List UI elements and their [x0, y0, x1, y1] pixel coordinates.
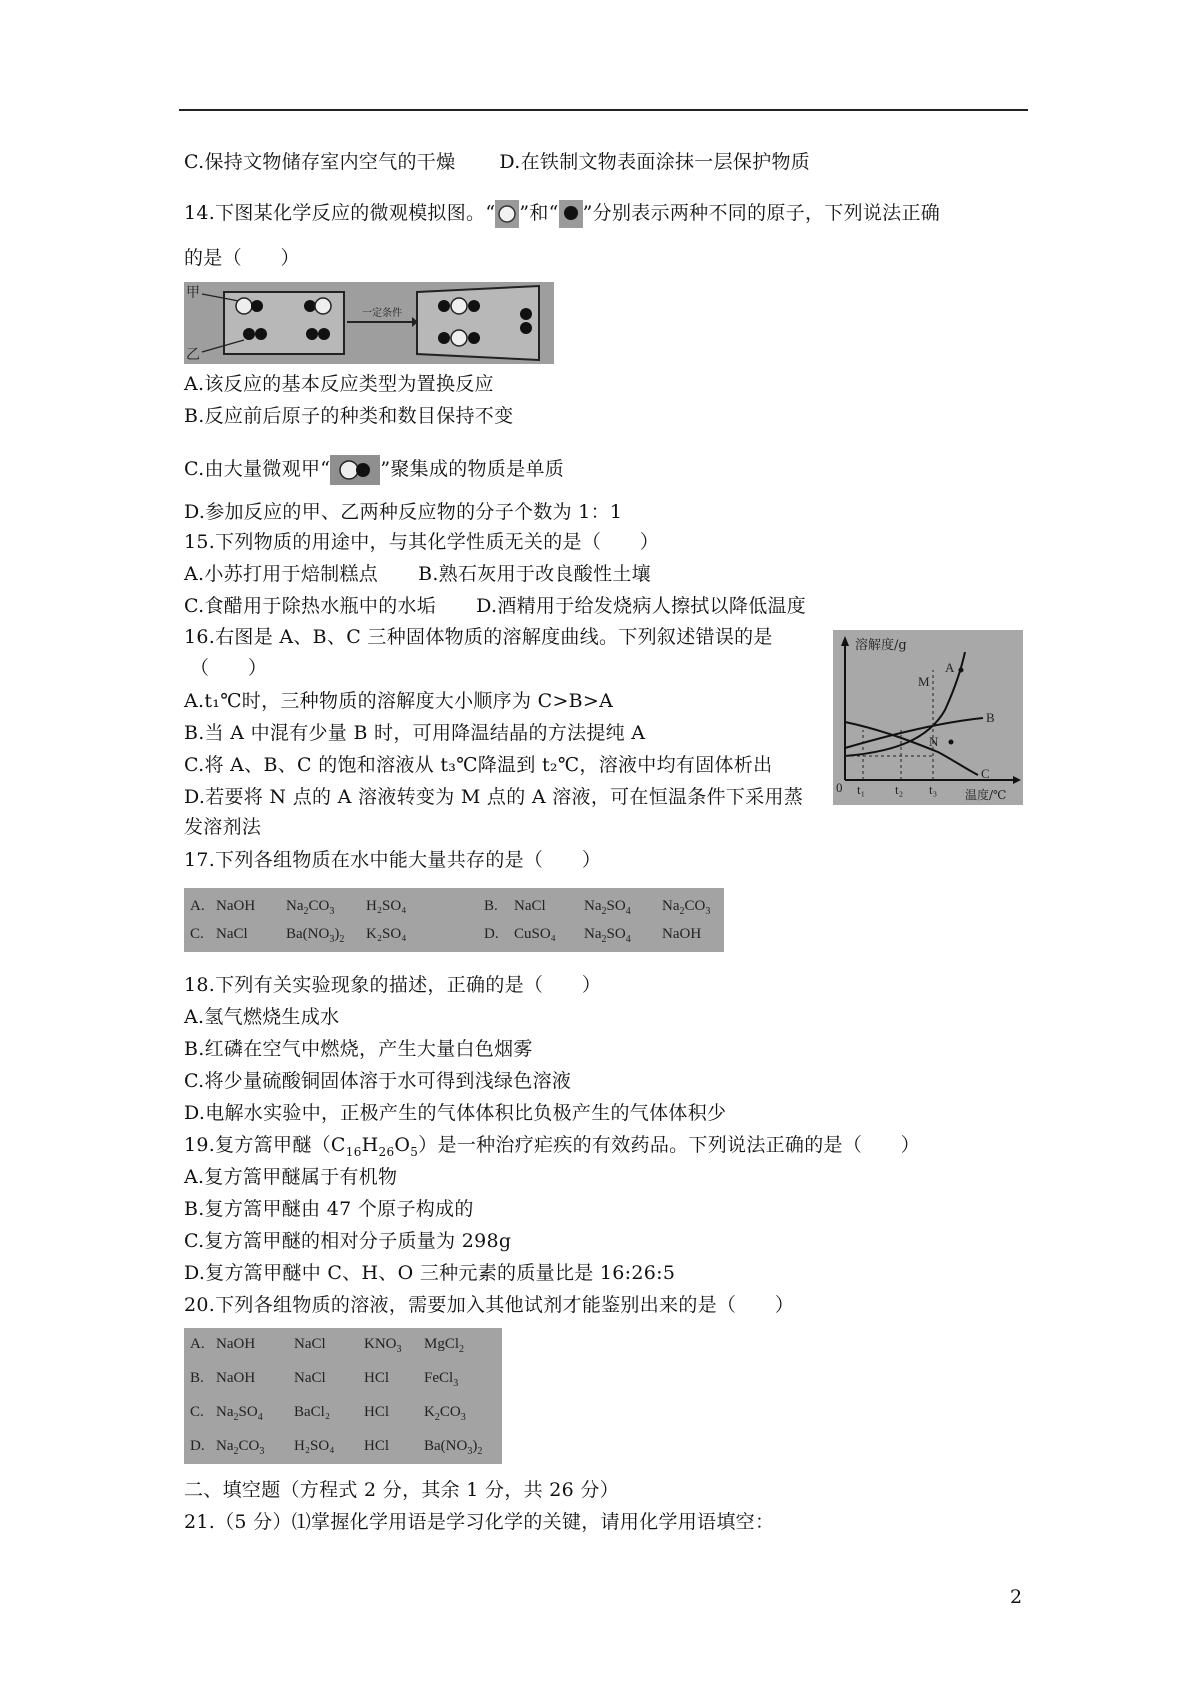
reaction-condition-label: 一定条件	[362, 308, 402, 319]
q19-option-a: A.复方篙甲醚属于有机物	[184, 1166, 398, 1188]
q18-stem: 18.下列有关实验现象的描述，正确的是（ ）	[184, 974, 602, 996]
q14-option-c: C.由大量微观甲“ ”聚集成的物质是单质	[184, 455, 564, 485]
q14-option-b: B.反应前后原子的种类和数目保持不变	[184, 405, 514, 427]
q19-option-b: B.复方篙甲醚由 47 个原子构成的	[184, 1198, 474, 1220]
origin-label: 0	[836, 780, 843, 795]
q16-option-c: C.将 A、B、C 的饱和溶液从 t₃℃降温到 t₂℃，溶液中均有固体析出	[184, 754, 773, 776]
y-axis-label: 溶解度/g	[855, 638, 907, 653]
q14-stem: 14.下图某化学反应的微观模拟图。“ ”和“ ”分别表示两种不同的原子，下列说法正确	[184, 200, 940, 228]
q14-option-d: D.参加反应的甲、乙两种反应物的分子个数为 1：1	[184, 501, 623, 523]
molecule-jia-icon	[330, 455, 380, 485]
curve-a-label: A	[945, 660, 955, 675]
q20-stem: 20.下列各组物质的溶液，需要加入其他试剂才能鉴别出来的是（ ）	[184, 1294, 795, 1316]
page-number: 2	[1010, 1586, 1023, 1608]
q16-option-a: A.t₁℃时，三种物质的溶解度大小顺序为 C>B>A	[184, 690, 614, 712]
q16-option-d: D.若要将 N 点的 A 溶液转变为 M 点的 A 溶液，可在恒温条件下采用蒸	[184, 786, 804, 808]
q14-option-a: A.该反应的基本反应类型为置换反应	[184, 373, 494, 395]
point-n-label: N	[929, 734, 939, 749]
q16-stem: 16.右图是 A、B、C 三种固体物质的溶解度曲线。下列叙述错误的是	[184, 626, 773, 648]
q19-option-d: D.复方篙甲醚中 C、H、O 三种元素的质量比是 16:26:5	[184, 1262, 676, 1284]
tick-t3: t₃	[929, 782, 938, 797]
q18-option-b: B.红磷在空气中燃烧，产生大量白色烟雾	[184, 1038, 533, 1060]
q16-option-d-cont: 发溶剂法	[184, 816, 262, 838]
q14-stem-line2: 的是（ ）	[184, 247, 300, 269]
q16-answer-blank: （ ）	[190, 657, 268, 679]
formula-c16h26o5: $C_{16}H_{26}O_5$	[330, 1134, 419, 1159]
label-yi: 乙	[186, 348, 200, 363]
q17-stem: 17.下列各组物质在水中能大量共存的是（ ）	[184, 849, 602, 871]
section-2-heading: 二、填空题（方程式 2 分，其余 1 分，共 26 分）	[184, 1479, 619, 1501]
header-rule	[179, 109, 1028, 111]
tick-t2: t₂	[895, 782, 904, 797]
q13-options: C.保持文物储存室内空气的干燥 D.在铁制文物表面涂抹一层保护物质	[184, 151, 811, 173]
q18-option-d: D.电解水实验中，正极产生的气体体积比负极产生的气体体积少	[184, 1102, 727, 1124]
q21-stem: 21.（5 分）⑴掌握化学用语是学习化学的关键，请用化学用语填空：	[184, 1511, 775, 1533]
tick-t1: t₁	[857, 782, 866, 797]
reaction-diagram	[184, 282, 554, 364]
q15-stem: 15.下列物质的用途中，与其化学性质无关的是（ ）	[184, 531, 660, 553]
q16-option-b: B.当 A 中混有少量 B 时，可用降温结晶的方法提纯 A	[184, 722, 646, 744]
q19-option-c: C.复方篙甲醚的相对分子质量为 298g	[184, 1230, 512, 1252]
curve-b-label: B	[986, 710, 995, 725]
label-jia: 甲	[186, 286, 200, 301]
q15-options-ab: A.小苏打用于焙制糕点 B.熟石灰用于改良酸性土壤	[184, 563, 651, 585]
q18-option-c: C.将少量硫酸铜固体溶于水可得到浅绿色溶液	[184, 1070, 572, 1092]
solubility-curve-figure	[833, 630, 1023, 805]
curve-c-label: C	[981, 766, 990, 781]
q15-options-cd: C.食醋用于除热水瓶中的水垢 D.酒精用于给发烧病人擦拭以降低温度	[184, 595, 807, 617]
filled-circle-atom-icon	[559, 200, 583, 228]
open-circle-atom-icon	[495, 200, 519, 228]
q19-stem: 19.复方篙甲醚$(C_{16}H_{26}O_5)$是一种治疗疟疾的有效药品。下列说法正确的是（ ）	[184, 1134, 921, 1159]
q20-options-table: A. NaOH NaCl $KNO_3$ MgCl$_2$ B. NaOH NaCl HCl FeCl$_3$ C. $Na_2SO_4$ BaCl₂ HCl $K_2CO_3$ D. $Na_2CO_3$ H₂SO₄ HCl $Ba(NO_3)_2$	[184, 1328, 502, 1464]
q18-option-a: A.氢气燃烧生成水	[184, 1006, 340, 1028]
x-axis-label: 温度/℃	[965, 788, 1007, 802]
point-m-label: M	[918, 674, 930, 689]
q17-options-table: A. NaOH $Na_2CO_3$ H₂SO₄ B. NaCl $Na_2SO_4$ $Na_2CO_3$ C. NaCl $Ba(NO_3)_2$ K₂SO₄ D. CuSO₄ $Na_2SO_4$ NaOH	[184, 888, 724, 952]
